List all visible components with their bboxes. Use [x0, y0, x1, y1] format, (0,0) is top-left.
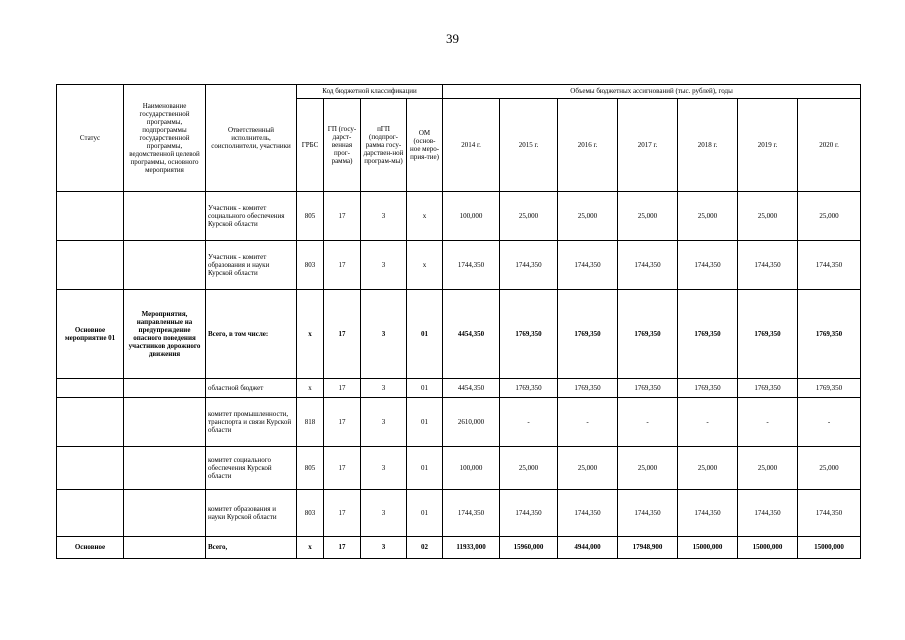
responsible-cell: Участник - комитет социального обеспечения Курской области — [206, 192, 297, 241]
name-cell — [124, 398, 206, 447]
grbs-cell: х — [297, 537, 324, 559]
value-cell: 25,000 — [798, 447, 861, 490]
year-header: 2016 г. — [558, 99, 618, 192]
table-row — [57, 192, 861, 241]
table-row — [57, 241, 861, 290]
value-cell: 25,000 — [500, 447, 558, 490]
value-cell: 1744,350 — [738, 241, 798, 290]
status-cell — [57, 490, 124, 537]
name-cell — [124, 241, 206, 290]
om-cell: х — [407, 241, 443, 290]
om-cell: 01 — [407, 290, 443, 379]
pgp-cell: 3 — [361, 490, 407, 537]
gp-cell: 17 — [324, 490, 361, 537]
grbs-cell: 805 — [297, 192, 324, 241]
status-cell — [57, 447, 124, 490]
value-cell: 4454,350 — [443, 379, 500, 398]
table-row — [57, 490, 861, 537]
om-cell: 01 — [407, 447, 443, 490]
responsible-cell: Участник - комитет образования и науки Курской области — [206, 241, 297, 290]
page-number: 39 — [446, 31, 459, 46]
value-cell: 25,000 — [500, 192, 558, 241]
status-header: Статус — [57, 85, 124, 192]
grbs-cell: 803 — [297, 490, 324, 537]
value-cell: 1744,350 — [618, 241, 678, 290]
pgp-cell: 3 — [361, 379, 407, 398]
status-cell — [57, 398, 124, 447]
year-header: 2020 г. — [798, 99, 861, 192]
year-header: 2014 г. — [443, 99, 500, 192]
value-cell: 1744,350 — [558, 490, 618, 537]
gp-cell: 17 — [324, 379, 361, 398]
budget-volumes-header: Объемы бюджетных ассигнований (тыс. рублей), годы — [443, 85, 861, 99]
value-cell: 17948,900 — [618, 537, 678, 559]
responsible-cell: комитет образования и науки Курской области — [206, 490, 297, 537]
gp-cell: 17 — [324, 290, 361, 379]
value-cell: 1769,350 — [738, 379, 798, 398]
value-cell: 25,000 — [738, 447, 798, 490]
responsible-cell: Всего, — [206, 537, 297, 559]
gp-cell: 17 — [324, 192, 361, 241]
pgp-cell: 3 — [361, 537, 407, 559]
value-cell: 25,000 — [678, 447, 738, 490]
table-row — [57, 447, 861, 490]
grbs-cell: х — [297, 290, 324, 379]
value-cell: 1769,350 — [678, 379, 738, 398]
value-cell: 2610,000 — [443, 398, 500, 447]
gp-cell: 17 — [324, 447, 361, 490]
grbs-cell: 803 — [297, 241, 324, 290]
value-cell: 1744,350 — [558, 241, 618, 290]
value-cell: 1769,350 — [500, 290, 558, 379]
value-cell: 1744,350 — [738, 490, 798, 537]
name-cell — [124, 537, 206, 559]
name-cell — [124, 490, 206, 537]
value-cell: 1744,350 — [443, 241, 500, 290]
value-cell: 25,000 — [618, 447, 678, 490]
table-row — [57, 398, 861, 447]
pgp-header: пГП (подпрог-рамма госу-дарствен-ной програм-мы) — [361, 99, 407, 192]
value-cell: 1769,350 — [738, 290, 798, 379]
value-cell: 15000,000 — [678, 537, 738, 559]
value-cell: 25,000 — [798, 192, 861, 241]
om-cell: 01 — [407, 490, 443, 537]
value-cell: 1769,350 — [558, 290, 618, 379]
value-cell: 1744,350 — [798, 490, 861, 537]
value-cell: 4454,350 — [443, 290, 500, 379]
status-cell: Основное — [57, 537, 124, 559]
status-cell — [57, 192, 124, 241]
value-cell: 1769,350 — [618, 379, 678, 398]
value-cell: 1769,350 — [798, 379, 861, 398]
value-cell: 11933,000 — [443, 537, 500, 559]
pgp-cell: 3 — [361, 241, 407, 290]
pgp-cell: 3 — [361, 290, 407, 379]
om-header: ОМ (основ-ное меро-прия-тие) — [407, 99, 443, 192]
value-cell: 1769,350 — [558, 379, 618, 398]
value-cell: 1744,350 — [798, 241, 861, 290]
value-cell: 25,000 — [678, 192, 738, 241]
name-cell — [124, 192, 206, 241]
value-cell: 1744,350 — [443, 490, 500, 537]
status-cell — [57, 241, 124, 290]
value-cell: 25,000 — [558, 192, 618, 241]
header-row-1 — [57, 85, 861, 99]
year-header: 2019 г. — [738, 99, 798, 192]
value-cell: - — [738, 398, 798, 447]
pgp-cell: 3 — [361, 192, 407, 241]
year-header: 2018 г. — [678, 99, 738, 192]
value-cell: 4944,000 — [558, 537, 618, 559]
responsible-cell: комитет промышленности, транспорта и связи Курской области — [206, 398, 297, 447]
grbs-cell: 818 — [297, 398, 324, 447]
table-row — [57, 537, 861, 559]
status-cell: Основное мероприятие 01 — [57, 290, 124, 379]
status-cell — [57, 379, 124, 398]
name-cell — [124, 447, 206, 490]
program-name-header: Наименование государственной программы, подпрограммы государственной программы, ведомственной целевой программы, основного мероприятия — [124, 85, 206, 192]
value-cell: 25,000 — [738, 192, 798, 241]
pgp-cell: 3 — [361, 447, 407, 490]
value-cell: 1769,350 — [798, 290, 861, 379]
value-cell: - — [798, 398, 861, 447]
value-cell: 25,000 — [618, 192, 678, 241]
budget-allocation-table — [56, 84, 861, 559]
om-cell: 01 — [407, 379, 443, 398]
value-cell: 15000,000 — [798, 537, 861, 559]
responsible-header: Ответственный исполнитель, соисполнители, участники — [206, 85, 297, 192]
gp-cell: 17 — [324, 537, 361, 559]
value-cell: 100,000 — [443, 447, 500, 490]
grbs-cell: х — [297, 379, 324, 398]
value-cell: 1769,350 — [618, 290, 678, 379]
table-row — [57, 379, 861, 398]
value-cell: - — [678, 398, 738, 447]
value-cell: 1769,350 — [500, 379, 558, 398]
om-cell: 02 — [407, 537, 443, 559]
responsible-cell: Всего, в том числе: — [206, 290, 297, 379]
value-cell: 1744,350 — [678, 241, 738, 290]
table-row — [57, 290, 861, 379]
responsible-cell: областной бюджет — [206, 379, 297, 398]
year-header: 2017 г. — [618, 99, 678, 192]
year-header: 2015 г. — [500, 99, 558, 192]
value-cell: - — [500, 398, 558, 447]
value-cell: 1744,350 — [500, 241, 558, 290]
value-cell: 1744,350 — [500, 490, 558, 537]
value-cell: 1744,350 — [618, 490, 678, 537]
grbs-cell: 805 — [297, 447, 324, 490]
value-cell: 1769,350 — [678, 290, 738, 379]
value-cell: 15000,000 — [738, 537, 798, 559]
name-cell: Мероприятия, направленные на предупреждение опасного поведения участников дорожного движения — [124, 290, 206, 379]
om-cell: х — [407, 192, 443, 241]
value-cell: 100,000 — [443, 192, 500, 241]
gp-header: ГП (госу-дарст-венная прог-рамма) — [324, 99, 361, 192]
om-cell: 01 — [407, 398, 443, 447]
grbs-header: ГРБС — [297, 99, 324, 192]
responsible-cell: комитет социального обеспечения Курской области — [206, 447, 297, 490]
value-cell: 25,000 — [558, 447, 618, 490]
budget-code-header: Код бюджетной классификации — [297, 85, 443, 99]
pgp-cell: 3 — [361, 398, 407, 447]
name-cell — [124, 379, 206, 398]
value-cell: 15960,000 — [500, 537, 558, 559]
gp-cell: 17 — [324, 241, 361, 290]
value-cell: - — [618, 398, 678, 447]
value-cell: - — [558, 398, 618, 447]
gp-cell: 17 — [324, 398, 361, 447]
value-cell: 1744,350 — [678, 490, 738, 537]
